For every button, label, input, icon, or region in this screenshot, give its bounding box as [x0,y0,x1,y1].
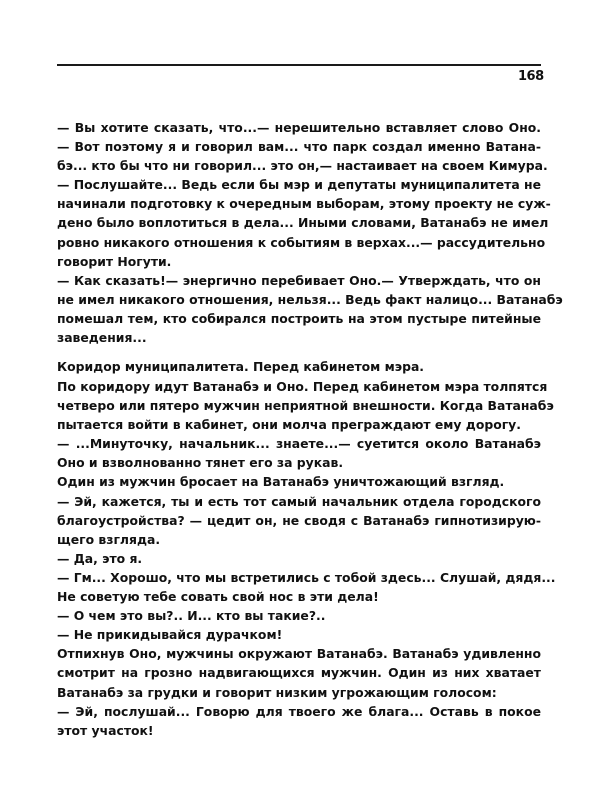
text-line: благоустройства? — цедит он, не сводя с Ватанабэ гипнотизирую- [57,512,541,528]
text-line: не имел никакого отношения, нельзя... Ведь факт налицо... Ватанабэ [57,291,563,307]
text-line: — Эй, послушай... Говорю для твоего же блага... Оставь в покое [57,703,541,719]
dialogue-block-2 [57,377,556,740]
text-line: Отпихнув Оно, мужчины окружают Ватанабэ. Ватанабэ удивленно [57,646,541,662]
text-line: — Послушайте... Ведь если бы мэр и депутаты муниципалитета не [57,177,541,193]
scene-heading-block [57,357,541,376]
header-rule [57,64,541,66]
text-line: — О чем это вы?.. И... кто вы такие?.. [57,608,326,624]
text-line: щего взгляда. [57,531,161,547]
text-line: Один из мужчин бросает на Ватанабэ уничтожающий взгляд. [57,474,505,490]
text-line: — Вот поэтому я и говорил вам... что парк создал именно Ватана- [57,139,541,155]
text-line: — Гм... Хорошо, что мы встретились с тобой здесь... Слушай, дядя... [57,569,556,585]
text-line: — Как сказать!— энергично перебивает Оно.— Утверждать, что он [57,272,541,288]
text-line: пытается войти в кабинет, они молча преграждают ему дорогу. [57,417,521,433]
text-line: Ватанабэ за грудки и говорит низким угрожающим голосом: [57,684,497,700]
text-line: — Не прикидывайся дурачком! [57,627,283,643]
text-line: четверо или пятеро мужчин неприятной внешности. Когда Ватанабэ [57,398,554,414]
text-line: — Вы хотите сказать, что...— нерешительно вставляет слово Оно. [57,120,541,135]
text-line: — Эй, кажется, ты и есть тот самый начальник отдела городского [57,493,541,509]
text-line: помешал тем, кто собирался построить на этом пустыре питейные [57,310,541,326]
text-line: говорит Ногути. [57,253,172,269]
text-line: — Да, это я. [57,550,143,566]
text-line: начинали подготовку к очередным выборам, этому проекту не суж- [57,196,551,212]
text-line: этот участок! [57,722,154,738]
text-line: Оно и взволнованно тянет его за рукав. [57,455,344,471]
text-line: заведения... [57,330,147,346]
text-line: — ...Минуточку, начальник... знаете...— суетится около Ватанабэ [57,436,541,452]
text-line: По коридору идут Ватанабэ и Оно. Перед кабинетом мэра толпятся [57,379,548,394]
text-line: бэ... кто бы что ни говорил... это он,— настаивает на своем Кимура. [57,158,548,174]
scene-heading: Коридор муниципалитета. Перед кабинетом мэра. [57,359,425,374]
dialogue-block-1 [57,118,563,347]
text-line: дено было воплотиться в дела... Иными словами, Ватанабэ не имел [57,215,549,231]
text-line: ровно никакого отношения к событиям в верхах...— рассудительно [57,234,546,250]
text-line: Не советую тебе совать свой нос в эти дела! [57,589,379,605]
text-line: смотрит на грозно надвигающихся мужчин. Один из них хватает [57,665,541,681]
page-number: 168 [518,69,544,84]
